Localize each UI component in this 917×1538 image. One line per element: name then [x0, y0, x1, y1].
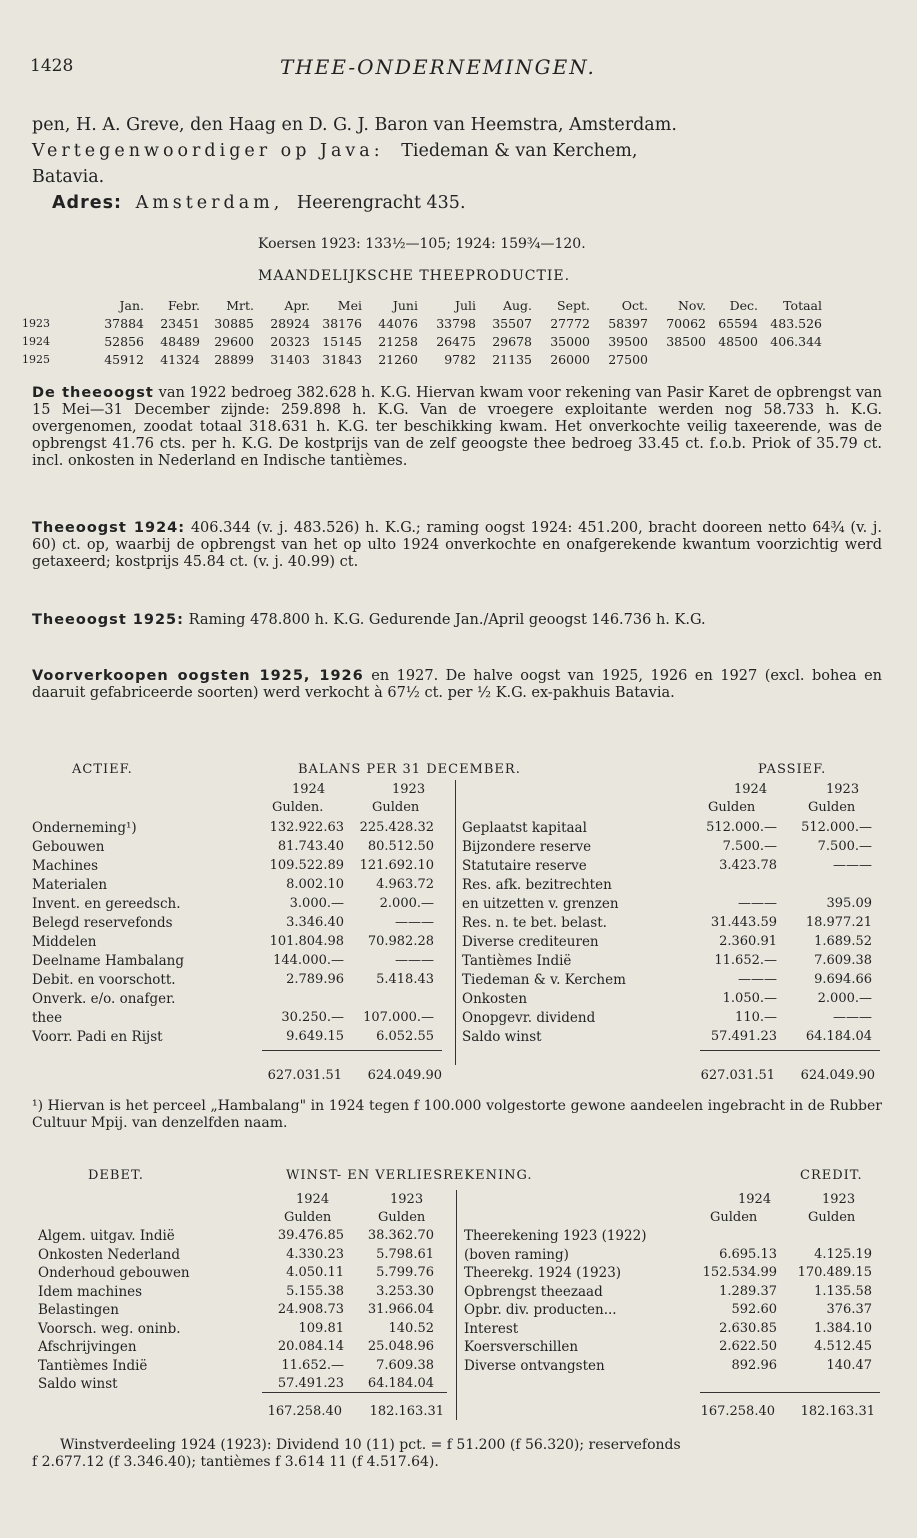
debet-row-value-1924: 24.908.73 [277, 1302, 344, 1317]
winst-credit-unit-b: Gulden [808, 1210, 856, 1225]
production-cell: 28924 [270, 315, 310, 331]
intro-line-3: Batavia. [32, 167, 105, 187]
balans-title: BALANS PER 31 DECEMBER. [298, 762, 521, 777]
passief-row-value-1923: 1.689.52 [814, 934, 872, 949]
voorverkoopen-paragraph: Voorverkoopen oogsten 1925, 1926 en 1927. De halve oogst van 1925, 1926 en 1927 (excl. bohea en daaruit gefabriceerde soorten) werd verkocht à 67½ ct. per ½ K.G. ex-pakhuis Batavia. [32, 668, 883, 701]
actief-row-value-1923: 80.512.50 [367, 839, 434, 854]
debet-row-label: Tantièmes Indië [38, 1357, 148, 1374]
passief-row-label: Tantièmes Indië [462, 953, 572, 969]
winst-title: WINST- EN VERLIESREKENING. [286, 1168, 533, 1183]
debet-row-value-1923: 3.253.30 [376, 1283, 434, 1299]
theeoogst-1925-paragraph: Theeoogst 1925: Raming 478.800 h. K.G. Gedurende Jan./April geoogst 146.736 h. K.G. [32, 612, 706, 628]
page-number: 1428 [30, 56, 74, 76]
credit-row-value-1923: 4.125.19 [814, 1246, 872, 1262]
passief-row-value-1924: 31.443.59 [710, 915, 777, 930]
production-year-cell: 1925 [22, 352, 50, 366]
balans-passief-unit-b: Gulden [808, 800, 856, 815]
address-street: Heerengracht 435. [296, 193, 466, 213]
credit-row-label: Interest [464, 1320, 519, 1337]
address-label: Adres: [52, 193, 122, 213]
production-cell [706, 350, 758, 368]
debet-row-value-1923: 5.798.61 [376, 1246, 434, 1262]
passief-row-value-1923: ——— [833, 858, 872, 873]
debet-row-value-1923: 140.52 [388, 1320, 434, 1336]
production-cell: 9782 [444, 351, 476, 367]
debet-row-label: Idem machines [38, 1283, 143, 1300]
passief-row-value-1924: 1.050.— [722, 991, 777, 1006]
debet-row-value-1924: 11.652.— [281, 1357, 344, 1373]
production-cell: 48500 [718, 333, 758, 349]
debet-row-label: Onderhoud gebouwen [38, 1265, 190, 1281]
actief-row-label: Onderneming¹) [32, 820, 137, 836]
actief-row-label: Belegd reservefonds [32, 915, 173, 931]
production-row [22, 332, 822, 350]
production-cell: 35507 [492, 315, 532, 331]
actief-row-value-1924: 144.000.— [273, 953, 344, 968]
production-cell: 21135 [492, 351, 532, 367]
credit-row-value-1923: 4.512.45 [814, 1339, 872, 1354]
passief-row-label: Bijzondere reserve [462, 839, 592, 855]
balans-actief-year-b: 1923 [392, 782, 426, 797]
representative-label: Vertegenwoordiger op Java: [32, 141, 384, 161]
production-cell: 483.526 [770, 315, 822, 331]
passief-row-label: Onkosten [462, 991, 528, 1007]
production-header-cell: Apr. [284, 297, 310, 313]
address-city: Amsterdam, [135, 193, 284, 213]
passief-row-value-1923: 9.694.66 [814, 972, 872, 987]
production-header-cell: Juli [454, 297, 476, 313]
production-cell: 30885 [214, 315, 254, 331]
debet-row-label: Algem. uitgav. Indië [38, 1228, 175, 1244]
passief-row-value-1923: 64.184.04 [805, 1029, 872, 1044]
production-title: MAANDELIJKSCHE THEEPRODUCTIE. [258, 268, 571, 284]
production-cell: 65594 [718, 315, 758, 331]
credit-row-label: Theerekening 1923 (1922) [464, 1228, 647, 1244]
passief-row-value-1924: 2.360.91 [719, 934, 777, 949]
production-header-cell: Mei [337, 297, 362, 313]
winst-total-line-left [262, 1392, 447, 1393]
balans-divider [455, 780, 456, 1065]
production-row [22, 350, 822, 368]
credit-row-value-1923: 170.489.15 [797, 1265, 872, 1280]
credit-row-value-1923: 376.37 [826, 1302, 872, 1317]
winst-total-credit-b: 182.163.31 [800, 1404, 875, 1419]
passief-row-value-1924: ——— [738, 972, 777, 987]
production-cell: 21258 [378, 333, 418, 349]
credit-row-label: Theerekg. 1924 (1923) [464, 1265, 622, 1281]
actief-row-label: Voorr. Padi en Rijst [32, 1029, 163, 1045]
winst-credit-unit-a: Gulden [710, 1210, 758, 1225]
winst-debet-year-b: 1923 [390, 1192, 424, 1207]
passief-row-label: Tiedeman & v. Kerchem [462, 972, 626, 988]
credit-row-value-1923: 140.47 [826, 1357, 872, 1373]
actief-row-value-1924: 30.250.— [281, 1010, 344, 1025]
address-line [52, 191, 466, 216]
balans-total-line-right [700, 1050, 880, 1051]
production-cell: 31403 [270, 351, 310, 367]
production-year-cell: 1923 [22, 316, 50, 330]
representative-value: Tiedeman & van Kerchem, [401, 141, 638, 161]
winst-debet-unit-a: Gulden [284, 1210, 332, 1225]
actief-row-value-1923: 6.052.55 [376, 1029, 434, 1044]
production-cell [648, 350, 706, 368]
actief-row-value-1923: ——— [395, 953, 434, 968]
winst-total-debet-a: 167.258.40 [267, 1404, 342, 1419]
production-header-cell [22, 296, 92, 314]
credit-row-value-1924: 592.60 [731, 1302, 777, 1317]
actief-row-label: Machines [32, 858, 99, 874]
actief-row-label: Middelen [32, 934, 97, 950]
balans-total-passief-a: 627.031.51 [700, 1068, 775, 1083]
debet-row-label: Belastingen [38, 1302, 119, 1318]
production-cell: 20323 [270, 333, 310, 349]
balans-actief-unit-b: Gulden [372, 800, 420, 815]
production-cell: 23451 [160, 315, 200, 331]
passief-row-value-1923: 7.609.38 [814, 953, 872, 968]
actief-row-value-1924: 3.346.40 [286, 915, 344, 930]
balans-passief-unit-a: Gulden [708, 800, 756, 815]
production-cell: 70062 [666, 315, 706, 331]
debet-row-label: Afschrijvingen [38, 1339, 137, 1355]
production-year-cell: 1924 [22, 334, 50, 348]
passief-row-value-1923: 18.977.21 [805, 915, 872, 930]
passief-row-label: Onopgevr. dividend [462, 1010, 596, 1026]
actief-row-value-1923: 121.692.10 [359, 858, 434, 873]
winst-total-credit-a: 167.258.40 [700, 1404, 775, 1419]
production-row [22, 314, 822, 332]
actief-row-value-1924: 3.000.— [289, 896, 344, 911]
actief-row-value-1923: 2.000.— [379, 896, 434, 911]
actief-row-value-1924: 109.522.89 [269, 858, 344, 873]
production-cell: 33798 [436, 315, 476, 331]
balans-left-title: ACTIEF. [72, 762, 133, 777]
actief-row-value-1923: 107.000.— [363, 1010, 434, 1025]
debet-row-value-1923: 25.048.96 [367, 1339, 434, 1354]
winstverdeeling-line-1: Winstverdeeling 1924 (1923): Dividend 10 (11) pct. = f 51.200 (f 56.320); reservefonds [60, 1437, 681, 1453]
credit-row-value-1923: 1.384.10 [814, 1320, 872, 1336]
actief-row-label: Materialen [32, 877, 108, 893]
actief-row-label: Deelname Hambalang [32, 953, 184, 969]
debet-row-value-1923: 5.799.76 [376, 1265, 434, 1280]
production-cell: 37884 [104, 315, 144, 331]
passief-row-value-1923: 2.000.— [817, 991, 872, 1006]
balans-total-line-left [262, 1050, 442, 1051]
actief-row-value-1924: 2.789.96 [286, 972, 344, 987]
page-title: THEE-ONDERNEMINGEN. [280, 55, 596, 79]
actief-row-label: Onverk. e/o. onafger. [32, 991, 176, 1007]
production-table [22, 296, 822, 368]
production-cell: 29600 [214, 333, 254, 349]
winst-debet-unit-b: Gulden [378, 1210, 426, 1225]
actief-row-label: Debit. en voorschott. [32, 972, 176, 988]
debet-row-value-1924: 20.084.14 [277, 1339, 344, 1354]
balans-footnote: ¹) Hiervan is het perceel „Hambalang" in 1924 tegen f 100.000 volgestorte gewone aandeelen ingebracht in de Rubber Cultuur Mpij. van denzelfden naam. [32, 1098, 882, 1131]
passief-row-label: Geplaatst kapitaal [462, 820, 587, 836]
production-cell: 27772 [550, 315, 590, 331]
actief-row-value-1923: 5.418.43 [376, 972, 434, 987]
debet-row-value-1923: 31.966.04 [367, 1302, 434, 1317]
production-header-cell: Aug. [502, 297, 532, 313]
debet-row-value-1924: 39.476.85 [277, 1228, 344, 1243]
debet-row-value-1923: 64.184.04 [367, 1376, 434, 1391]
debet-row-value-1924: 4.050.11 [286, 1265, 344, 1280]
credit-row-label: Koersverschillen [464, 1339, 579, 1355]
passief-row-label: Saldo winst [462, 1029, 542, 1045]
winst-credit-year-b: 1923 [822, 1192, 856, 1207]
production-cell: 41324 [160, 351, 200, 367]
balans-total-passief-b: 624.049.90 [800, 1068, 875, 1083]
production-cell: 21260 [378, 351, 418, 367]
debet-row-value-1924: 5.155.38 [286, 1283, 344, 1299]
production-cell: 31843 [322, 351, 362, 367]
winst-total-line-right [700, 1392, 880, 1393]
passief-row-value-1924: 11.652.— [714, 953, 777, 968]
winst-divider [456, 1190, 457, 1420]
balans-right-title: PASSIEF. [758, 762, 827, 777]
actief-row-value-1923: ——— [395, 915, 434, 930]
production-cell: 38500 [666, 333, 706, 349]
actief-row-value-1924: 132.922.63 [269, 820, 344, 835]
production-header-cell: Sept. [557, 297, 590, 313]
winst-debet-year-a: 1924 [296, 1192, 330, 1207]
balans-total-actief-a: 627.031.51 [267, 1068, 342, 1083]
credit-row-label: Diverse ontvangsten [464, 1357, 605, 1374]
actief-row-value-1924: 9.649.15 [286, 1029, 344, 1044]
production-header-cell: Juni [392, 297, 418, 313]
debet-row-value-1924: 4.330.23 [286, 1246, 344, 1262]
balans-actief-unit-a: Gulden. [272, 800, 324, 815]
production-cell: 27500 [608, 351, 648, 367]
intro-line-1: pen, H. A. Greve, den Haag en D. G. J. Baron van Heemstra, Amsterdam. [32, 115, 677, 135]
credit-row-value-1924: 2.630.85 [719, 1320, 777, 1336]
balans-total-actief-b: 624.049.90 [367, 1068, 442, 1083]
production-cell: 45912 [104, 351, 144, 367]
debet-row-value-1924: 57.491.23 [277, 1376, 344, 1391]
debet-row-label: Voorsch. weg. oninb. [38, 1320, 181, 1337]
production-header-row [22, 296, 822, 314]
passief-row-value-1924: 3.423.78 [719, 858, 777, 873]
production-cell: 406.344 [770, 333, 822, 349]
passief-row-label: Diverse crediteuren [462, 934, 599, 950]
passief-row-value-1923: ——— [833, 1010, 872, 1025]
actief-row-value-1924: 81.743.40 [277, 839, 344, 854]
credit-row-value-1924: 2.622.50 [719, 1339, 777, 1354]
passief-row-value-1924: ——— [738, 896, 777, 911]
credit-row-label: (boven raming) [464, 1246, 569, 1263]
passief-row-label: Res. afk. bezitrechten [462, 877, 612, 893]
theeoogst-1924-paragraph: Theeoogst 1924: 406.344 (v. j. 483.526) h. K.G.; raming oogst 1924: 451.200, bracht dooreen netto 64¾ (v. j. 60) ct. op, waarbij de opbrengst van het op ulto 1924 onverkochte en onafgerekende kwantum voorzichtig werd getaxeerd; kostprijs 45.84 ct. (v. j. 40.99) ct. [32, 520, 883, 570]
debet-row-value-1923: 7.609.38 [376, 1357, 434, 1373]
debet-row-label: Saldo winst [38, 1376, 118, 1392]
actief-row-value-1924: 101.804.98 [269, 934, 344, 949]
passief-row-label: Res. n. te bet. belast. [462, 915, 607, 931]
credit-row-value-1923: 1.135.58 [814, 1283, 872, 1299]
production-header-cell: Oct. [621, 297, 648, 313]
production-cell: 15145 [322, 333, 362, 349]
balans-passief-year-b: 1923 [826, 782, 860, 797]
winst-credit-year-a: 1924 [738, 1192, 772, 1207]
winstverdeeling-line-2: f 2.677.12 (f 3.346.40); tantièmes f 3.614 11 (f 4.517.64). [32, 1454, 439, 1470]
passief-row-value-1924: 512.000.— [706, 820, 777, 835]
actief-row-label: Gebouwen [32, 839, 105, 855]
production-cell [758, 350, 822, 368]
production-header-cell: Febr. [168, 297, 200, 313]
credit-row-value-1924: 152.534.99 [702, 1265, 777, 1280]
production-header-cell: Nov. [677, 297, 706, 313]
passief-row-label: Statutaire reserve [462, 858, 587, 874]
passief-row-value-1923: 395.09 [826, 896, 872, 911]
debet-row-label: Onkosten Nederland [38, 1246, 180, 1263]
production-cell: 26000 [550, 351, 590, 367]
passief-row-value-1924: 57.491.23 [710, 1029, 777, 1044]
production-header-cell: Mrt. [226, 297, 254, 313]
credit-row-label: Opbrengst theezaad [464, 1283, 603, 1300]
production-header-cell: Totaal [783, 297, 822, 313]
production-header-cell: Dec. [729, 297, 758, 313]
actief-row-label: Invent. en gereedsch. [32, 896, 181, 912]
production-cell: 28899 [214, 351, 254, 367]
production-cell: 35000 [550, 333, 590, 349]
production-cell: 29678 [492, 333, 532, 349]
winst-left-title: DEBET. [88, 1168, 144, 1183]
production-cell: 39500 [608, 333, 648, 349]
credit-row-value-1924: 1.289.37 [719, 1283, 777, 1299]
production-cell: 26475 [436, 333, 476, 349]
passief-row-label: en uitzetten v. grenzen [462, 896, 619, 912]
production-cell: 48489 [160, 333, 200, 349]
passief-row-value-1924: 110.— [735, 1010, 777, 1025]
actief-row-value-1923: 70.982.28 [367, 934, 434, 949]
passief-row-value-1924: 7.500.— [722, 839, 777, 854]
production-cell: 38176 [322, 315, 362, 331]
balans-passief-year-a: 1924 [734, 782, 768, 797]
actief-row-value-1923: 4.963.72 [376, 877, 434, 892]
production-cell: 58397 [608, 315, 648, 331]
theeoogst-paragraph: De theeoogst van 1922 bedroeg 382.628 h. K.G. Hiervan kwam voor rekening van Pasir Karet de opbrengst van 15 Mei—31 December zijnde: 259.898 h. K.G. Van de vroegere exploitante werden nog 58.733 h. K.G. overgenomen, zoodat totaal 318.631 h. K.G. ter beschikking kwam. Het onverkochte veilig taxeerende, was de opbrengst 41.76 cts. per h. K.G. De kostprijs van de zelf geoogste thee bedroeg 33.45 ct. f.o.b. Priok of 35.79 ct. incl. onkosten in Nederland en Indische tantièmes. [32, 385, 882, 469]
winst-right-title: CREDIT. [800, 1168, 863, 1183]
actief-row-value-1923: 225.428.32 [359, 820, 434, 835]
credit-row-value-1924: 892.96 [731, 1357, 777, 1373]
credit-row-value-1924: 6.695.13 [719, 1246, 777, 1262]
koersen: Koersen 1923: 133½—105; 1924: 159¾—120. [258, 236, 586, 252]
actief-row-label: thee [32, 1010, 63, 1026]
debet-row-value-1923: 38.362.70 [367, 1228, 434, 1243]
passief-row-value-1923: 7.500.— [817, 839, 872, 854]
production-header-cell: Jan. [119, 297, 144, 313]
balans-actief-year-a: 1924 [292, 782, 326, 797]
production-cell: 44076 [378, 315, 418, 331]
production-cell: 52856 [104, 333, 144, 349]
actief-row-value-1924: 8.002.10 [286, 877, 344, 892]
intro-line-2 [32, 139, 637, 164]
winst-total-debet-b: 182.163.31 [369, 1404, 444, 1419]
passief-row-value-1923: 512.000.— [801, 820, 872, 835]
debet-row-value-1924: 109.81 [298, 1320, 344, 1336]
credit-row-label: Opbr. div. producten... [464, 1302, 617, 1318]
